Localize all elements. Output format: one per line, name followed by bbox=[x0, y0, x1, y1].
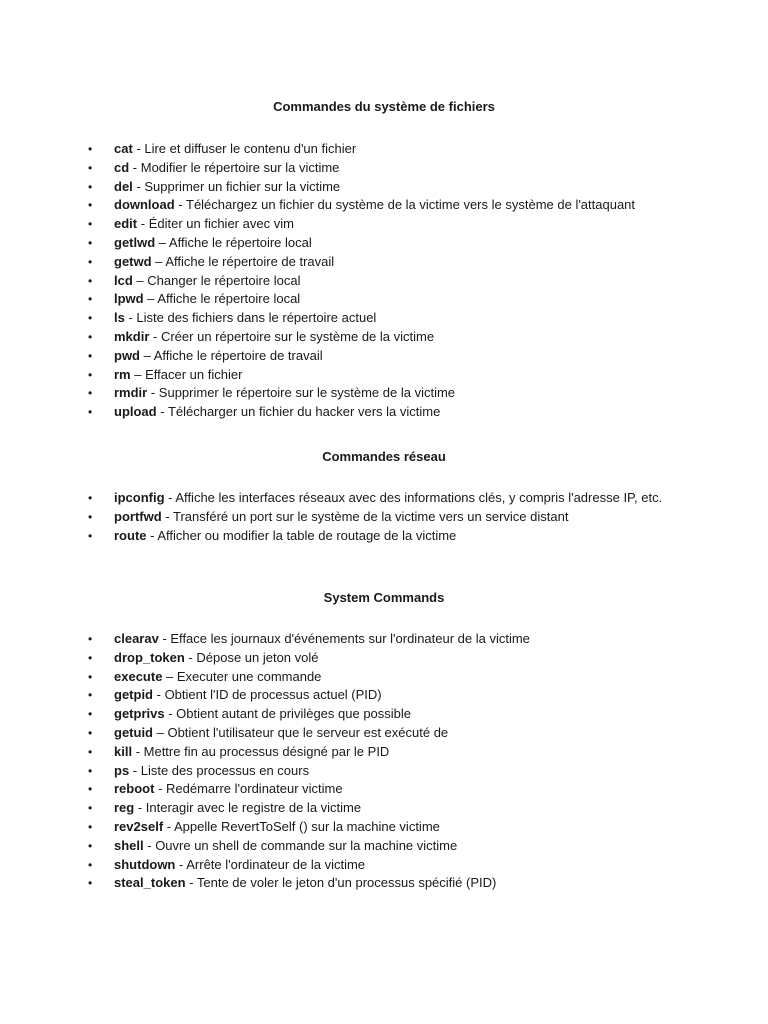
command-description: Ouvre un shell de commande sur la machine victime bbox=[155, 837, 458, 853]
section-title: Commandes du système de fichiers bbox=[273, 99, 495, 114]
command-separator: - bbox=[134, 800, 146, 816]
command-name: edit bbox=[114, 216, 138, 232]
bullet-icon: • bbox=[88, 857, 93, 872]
command-separator: - bbox=[175, 856, 187, 872]
command-separator: - bbox=[156, 404, 168, 420]
bullet-icon: • bbox=[88, 763, 93, 778]
command-description: Executer une commande bbox=[176, 668, 322, 684]
command-item-portfwd bbox=[88, 508, 688, 527]
command-separator: - bbox=[163, 818, 174, 834]
bullet-icon: • bbox=[88, 838, 93, 853]
command-separator: - bbox=[161, 508, 173, 524]
command-name: ps bbox=[114, 762, 130, 778]
command-description: Affiche le répertoire local bbox=[168, 234, 312, 250]
command-description: Obtient l'utilisateur que le serveur est exécuté de bbox=[167, 724, 449, 740]
command-separator: - bbox=[158, 631, 171, 646]
command-description: Afficher ou modifier la table de routage de la victime bbox=[157, 527, 457, 543]
bullet-icon: • bbox=[88, 179, 93, 194]
command-description: Liste des processus en cours bbox=[140, 762, 310, 778]
command-separator: - bbox=[185, 875, 197, 891]
bullet-icon: • bbox=[88, 217, 93, 232]
command-name: getprivs bbox=[114, 706, 165, 722]
command-description: Affiche le répertoire local bbox=[157, 291, 301, 307]
command-name: rev2self bbox=[114, 818, 164, 834]
bullet-icon: • bbox=[88, 725, 93, 740]
system-command-list bbox=[88, 630, 688, 893]
command-item-clearav bbox=[88, 630, 688, 649]
command-name: download bbox=[114, 197, 175, 213]
bullet-icon: • bbox=[88, 367, 93, 382]
command-item-rmdir bbox=[88, 384, 688, 403]
command-description: Créer un répertoire sur le système de la victime bbox=[160, 328, 435, 344]
command-separator: - bbox=[146, 527, 158, 543]
command-separator: – bbox=[140, 347, 154, 363]
command-description: Appelle RevertToSelf () sur la machine victime bbox=[174, 818, 440, 834]
command-separator: - bbox=[124, 310, 137, 326]
command-item-kill bbox=[88, 743, 688, 762]
bullet-icon: • bbox=[88, 386, 93, 401]
command-description: Modifier le répertoire sur la victime bbox=[140, 159, 340, 175]
command-item-cd bbox=[88, 159, 688, 178]
command-description: Transféré un port sur le système de la victime vers un service distant bbox=[172, 508, 569, 524]
section-title: System Commands bbox=[323, 590, 445, 605]
command-item-download bbox=[88, 196, 688, 215]
command-name: cat bbox=[114, 141, 133, 156]
command-description: Interagir avec le registre de la victime bbox=[145, 800, 362, 816]
bullet-icon: • bbox=[88, 311, 93, 326]
bullet-icon: • bbox=[88, 632, 93, 646]
command-item-lpwd bbox=[88, 290, 688, 309]
command-item-getuid bbox=[88, 724, 688, 743]
command-description: Obtient autant de privilèges que possible bbox=[176, 706, 412, 722]
section-network bbox=[0, 447, 768, 466]
bullet-icon: • bbox=[88, 669, 93, 684]
command-description: Supprimer le répertoire sur le système de la victime bbox=[158, 385, 456, 401]
command-separator: – bbox=[132, 272, 148, 288]
bullet-icon: • bbox=[88, 273, 93, 288]
command-name: getuid bbox=[114, 724, 153, 740]
command-item-reg bbox=[88, 799, 688, 818]
bullet-icon: • bbox=[88, 292, 93, 307]
command-separator: - bbox=[132, 178, 145, 194]
command-description: Affiche les interfaces réseaux avec des informations clés, y compris l'adresse IP, etc. bbox=[175, 490, 663, 505]
filesystem-command-list bbox=[88, 140, 688, 422]
command-description: Efface les journaux d'événements sur l'ordinateur de la victime bbox=[170, 631, 530, 646]
command-description: Redémarre l'ordinateur victime bbox=[166, 781, 343, 797]
bullet-icon: • bbox=[88, 160, 93, 175]
command-item-rev2self bbox=[88, 818, 688, 837]
section-system bbox=[0, 588, 768, 607]
bullet-icon: • bbox=[88, 688, 93, 703]
bullet-icon: • bbox=[88, 491, 93, 505]
command-description: Téléchargez un fichier du système de la victime vers le système de l'attaquant bbox=[186, 197, 636, 213]
command-description: Dépose un jeton volé bbox=[196, 649, 319, 665]
command-item-cat bbox=[88, 140, 688, 159]
command-item-shutdown bbox=[88, 856, 688, 875]
command-separator: - bbox=[164, 706, 177, 722]
command-item-drop-token bbox=[88, 649, 688, 668]
command-item-getlwd bbox=[88, 234, 688, 253]
bullet-icon: • bbox=[88, 650, 93, 665]
command-item-steal-token bbox=[88, 874, 688, 893]
command-separator: - bbox=[137, 216, 149, 232]
command-description: Mettre fin au processus désigné par le PID bbox=[143, 743, 390, 759]
bullet-icon: • bbox=[88, 782, 93, 797]
command-name: execute bbox=[114, 668, 163, 684]
bullet-icon: • bbox=[88, 405, 93, 420]
command-name: pwd bbox=[114, 347, 140, 363]
section-filesystem bbox=[0, 97, 768, 116]
bullet-icon: • bbox=[88, 509, 93, 524]
command-separator: - bbox=[153, 687, 165, 703]
bullet-icon: • bbox=[88, 329, 93, 344]
network-command-list bbox=[88, 489, 688, 545]
command-name: clearav bbox=[114, 631, 159, 646]
command-separator: - bbox=[149, 328, 161, 344]
command-item-route bbox=[88, 527, 688, 546]
command-description: Affiche le répertoire de travail bbox=[153, 347, 323, 363]
command-description: Affiche le répertoire de travail bbox=[165, 253, 335, 269]
command-item-lcd bbox=[88, 272, 688, 291]
command-name: shutdown bbox=[114, 856, 176, 872]
command-description: Changer le répertoire local bbox=[147, 272, 301, 288]
command-name: portfwd bbox=[114, 508, 162, 524]
command-name: ipconfig bbox=[114, 490, 165, 505]
command-name: getlwd bbox=[114, 234, 156, 250]
command-name: upload bbox=[114, 404, 157, 420]
bullet-icon: • bbox=[88, 198, 93, 213]
command-item-ls bbox=[88, 309, 688, 328]
command-item-rm bbox=[88, 366, 688, 385]
command-item-getwd bbox=[88, 253, 688, 272]
command-name: rm bbox=[114, 366, 131, 382]
command-separator: – bbox=[155, 234, 169, 250]
bullet-icon: • bbox=[88, 348, 93, 363]
bullet-icon: • bbox=[88, 819, 93, 834]
command-item-del bbox=[88, 178, 688, 197]
command-description: Tente de voler le jeton d'un processus spécifié (PID) bbox=[196, 875, 497, 891]
command-item-mkdir bbox=[88, 328, 688, 347]
command-item-upload bbox=[88, 403, 688, 422]
command-name: steal_token bbox=[114, 875, 186, 891]
command-item-getprivs bbox=[88, 705, 688, 724]
command-separator: - bbox=[143, 837, 156, 853]
command-description: Arrête l'ordinateur de la victime bbox=[186, 856, 366, 872]
command-description: Obtient l'ID de processus actuel (PID) bbox=[164, 687, 382, 703]
command-name: del bbox=[114, 178, 133, 194]
command-name: drop_token bbox=[114, 649, 185, 665]
command-separator: - bbox=[129, 762, 141, 778]
command-item-reboot bbox=[88, 780, 688, 799]
command-item-ipconfig bbox=[88, 489, 688, 508]
command-name: reboot bbox=[114, 781, 155, 797]
command-separator: - bbox=[164, 490, 176, 505]
command-description: Effacer un fichier bbox=[145, 366, 243, 382]
command-separator: – bbox=[130, 366, 146, 382]
command-description: Liste des fichiers dans le répertoire actuel bbox=[136, 310, 377, 326]
command-description: Lire et diffuser le contenu d'un fichier bbox=[144, 141, 357, 156]
bullet-icon: • bbox=[88, 528, 93, 543]
command-separator: – bbox=[153, 724, 168, 740]
bullet-icon: • bbox=[88, 707, 93, 722]
command-name: getpid bbox=[114, 687, 153, 703]
bullet-icon: • bbox=[88, 876, 93, 891]
command-name: shell bbox=[114, 837, 144, 853]
command-item-edit bbox=[88, 215, 688, 234]
command-separator: – bbox=[143, 291, 158, 307]
command-item-pwd bbox=[88, 347, 688, 366]
command-name: route bbox=[114, 527, 147, 543]
section-title: Commandes réseau bbox=[322, 449, 446, 464]
bullet-icon: • bbox=[88, 801, 93, 816]
command-name: lcd bbox=[114, 272, 133, 288]
command-item-shell bbox=[88, 837, 688, 856]
command-separator: - bbox=[129, 159, 141, 175]
command-separator: – bbox=[162, 668, 177, 684]
bullet-icon: • bbox=[88, 254, 93, 269]
bullet-icon: • bbox=[88, 142, 93, 156]
command-item-ps bbox=[88, 762, 688, 781]
command-name: lpwd bbox=[114, 291, 144, 307]
command-separator: - bbox=[147, 385, 159, 401]
command-description: Éditer un fichier avec vim bbox=[148, 216, 294, 232]
command-description: Télécharger un fichier du hacker vers la victime bbox=[167, 404, 441, 420]
command-name: reg bbox=[114, 800, 135, 816]
command-separator: - bbox=[132, 743, 144, 759]
command-description: Supprimer un fichier sur la victime bbox=[144, 178, 341, 194]
command-separator: - bbox=[184, 649, 197, 665]
command-name: rmdir bbox=[114, 385, 148, 401]
command-name: ls bbox=[114, 310, 125, 326]
command-separator: - bbox=[174, 197, 186, 213]
command-name: cd bbox=[114, 159, 130, 175]
bullet-icon: • bbox=[88, 235, 93, 250]
command-separator: - bbox=[154, 781, 167, 797]
command-separator: - bbox=[132, 141, 145, 156]
command-name: kill bbox=[114, 743, 133, 759]
command-item-execute bbox=[88, 668, 688, 687]
command-name: getwd bbox=[114, 253, 152, 269]
command-item-getpid bbox=[88, 686, 688, 705]
command-separator: – bbox=[151, 253, 166, 269]
bullet-icon: • bbox=[88, 744, 93, 759]
command-name: mkdir bbox=[114, 328, 150, 344]
